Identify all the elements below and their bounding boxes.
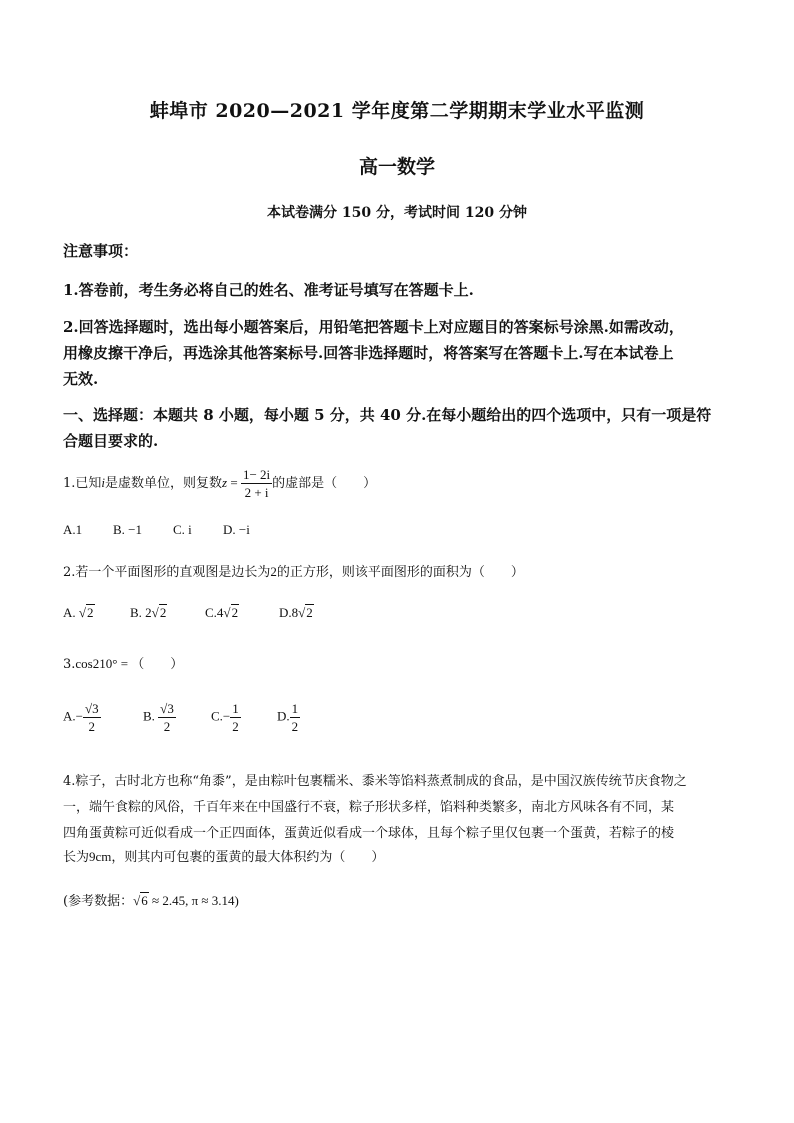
exam-subject: 高一数学 xyxy=(358,156,435,178)
q3-option-c-numerator: 1 xyxy=(232,701,239,716)
reference-sqrt: √6 xyxy=(133,893,148,908)
q3-option-c-label: C. xyxy=(211,708,223,724)
exam-title: 蚌埠市 2020—2021 学年度第二学期期末学业水平监测 xyxy=(149,100,645,122)
q3-option-c-sign: − xyxy=(222,708,231,724)
question-1-equals: = xyxy=(227,475,241,490)
reference-prefix: (参考数据： xyxy=(63,894,134,909)
q2-option-d-radicand: 2 xyxy=(306,605,313,620)
question-1-z: z xyxy=(222,475,228,490)
q2-option-c-radicand: 2 xyxy=(231,605,239,620)
q2-option-a xyxy=(63,604,95,621)
q3-option-b-fraction xyxy=(158,700,176,735)
q3-option-a-sign: − xyxy=(75,708,83,724)
section-1-line-1: 一、选择题：本题共 8 小题，每小题 5 分，共 40 分.在每小题给出的四个选项中，只有一项是符 xyxy=(63,406,712,424)
question-3-expression: cos210° xyxy=(75,656,118,671)
q2-option-d xyxy=(279,604,314,621)
section-1-line-2: 合题目要求的. xyxy=(63,432,159,450)
q3-option-b xyxy=(143,700,176,735)
note-item-2-line-3: 无效. xyxy=(63,370,99,388)
question-3-suffix: = （ ） xyxy=(117,656,184,671)
question-4-line-1: 4.粽子，古时北方也称“角黍”，是由粽叶包裹糯米、黍米等馅料蒸煮制成的食品，是中国汉族传统节庆食物之 xyxy=(63,774,687,789)
q2-option-b xyxy=(130,604,167,621)
question-1-suffix: 的虚部是（ ） xyxy=(272,476,377,491)
q1-option-d: D. −i xyxy=(223,522,250,537)
question-4-line-4-b: ，则其内可包裹的蛋黄的最大体积约为（ ） xyxy=(111,850,385,865)
q2-option-c xyxy=(205,604,239,621)
q3-option-d-fraction xyxy=(290,700,301,735)
q3-option-b-label: B. xyxy=(143,708,155,724)
q3-option-a-label: A. xyxy=(63,708,76,724)
q1-option-c: C. i xyxy=(173,522,192,537)
q2-option-d-sqrt: √2 xyxy=(298,605,313,620)
reference-rest: ≈ 2.45, π ≈ 3.14) xyxy=(148,893,239,908)
q3-option-a xyxy=(63,700,101,735)
question-1-mid: 是虚数单位，则复数 xyxy=(105,476,223,491)
question-2-text-b: 的正方形，则该平面图形的面积为（ ） xyxy=(276,565,524,580)
q3-option-a-fraction xyxy=(83,700,101,735)
q3-option-d-denominator: 2 xyxy=(291,719,299,734)
question-3-options xyxy=(63,700,363,742)
note-item-2-line-1: 2.回答选择题时，选出每小题答案后，用铅笔把答题卡上对应题目的答案标号涂黑.如需改动， xyxy=(63,318,684,336)
question-2 xyxy=(63,561,524,580)
question-1-denominator: 2 + i xyxy=(244,485,269,500)
q3-option-b-radicand: 3 xyxy=(167,701,174,716)
reference-radicand: 6 xyxy=(141,893,148,908)
notes-heading: 注意事项： xyxy=(63,242,139,260)
q2-option-b-sqrt: √2 xyxy=(151,605,167,620)
exam-info: 本试卷满分 150 分，考试时间 120 分钟 xyxy=(267,205,527,221)
q1-option-b: B. −1 xyxy=(113,522,143,537)
q2-option-c-sqrt: √2 xyxy=(223,605,239,620)
q2-option-a-sqrt: √2 xyxy=(78,605,94,620)
question-1 xyxy=(63,466,376,501)
question-4-line-4 xyxy=(63,846,384,865)
question-1-numerator: 1− 2i xyxy=(242,467,271,482)
question-4-line-4-a: 长为 xyxy=(63,850,90,865)
question-4-line-3: 四角蛋黄粽可近似看成一个正四面体，蛋黄近似看成一个球体，且每个粽子里仅包裹一个蛋黄，若粽子的棱 xyxy=(63,826,675,841)
question-3 xyxy=(63,653,183,672)
q2-option-a-radicand: 2 xyxy=(87,605,94,620)
question-2-text-a: 2.若一个平面图形的直观图是边长为 xyxy=(63,565,271,580)
q2-option-b-radicand: 2 xyxy=(159,605,167,620)
q3-option-b-numerator: √3 xyxy=(160,701,174,716)
q2-option-d-coef: 8 xyxy=(291,605,299,620)
note-item-1: 1.答卷前，考生务必将自己的姓名、准考证号填写在答题卡上. xyxy=(63,281,474,299)
q3-option-d-label: D. xyxy=(277,708,290,724)
q3-option-c-fraction xyxy=(230,700,241,735)
question-1-prefix: 1.已知 xyxy=(63,476,102,491)
q3-option-a-denominator: 2 xyxy=(88,719,96,734)
q2-option-a-label: A. xyxy=(63,605,76,620)
q2-option-d-label: D. xyxy=(279,605,292,620)
q1-option-a: A.1 xyxy=(63,522,83,537)
question-1-fraction xyxy=(241,466,272,501)
q2-option-b-label: B. xyxy=(130,605,142,620)
q3-option-a-radicand: 3 xyxy=(92,701,99,716)
q3-option-c-denominator: 2 xyxy=(232,719,239,734)
q3-option-a-numerator: √3 xyxy=(84,701,99,716)
q3-option-b-denominator: 2 xyxy=(163,719,171,734)
question-4-line-2: 一，端午食粽的风俗，千百年来在中国盛行不衰，粽子形状多样，馅料种类繁多，南北方风味各有不同，某 xyxy=(63,800,675,815)
q3-option-c xyxy=(211,700,241,735)
q2-option-c-label: C. xyxy=(205,605,217,620)
q3-option-d-numerator: 1 xyxy=(291,701,299,716)
q3-option-d xyxy=(277,700,300,735)
question-4-reference-data xyxy=(63,890,239,909)
note-item-2-line-2: 用橡皮擦干净后，再选涂其他答案标号.回答非选择题时，将答案写在答题卡上.写在本试卷上 xyxy=(63,344,674,362)
question-2-number: 2 xyxy=(270,564,277,579)
question-3-prefix: 3. xyxy=(63,657,76,672)
question-4-edge-length: 9cm xyxy=(89,849,112,864)
q2-option-c-coef: 4 xyxy=(216,605,224,620)
q2-option-b-coef: 2 xyxy=(145,605,152,620)
question-1-i: i xyxy=(101,475,106,490)
question-2-options xyxy=(63,604,383,628)
